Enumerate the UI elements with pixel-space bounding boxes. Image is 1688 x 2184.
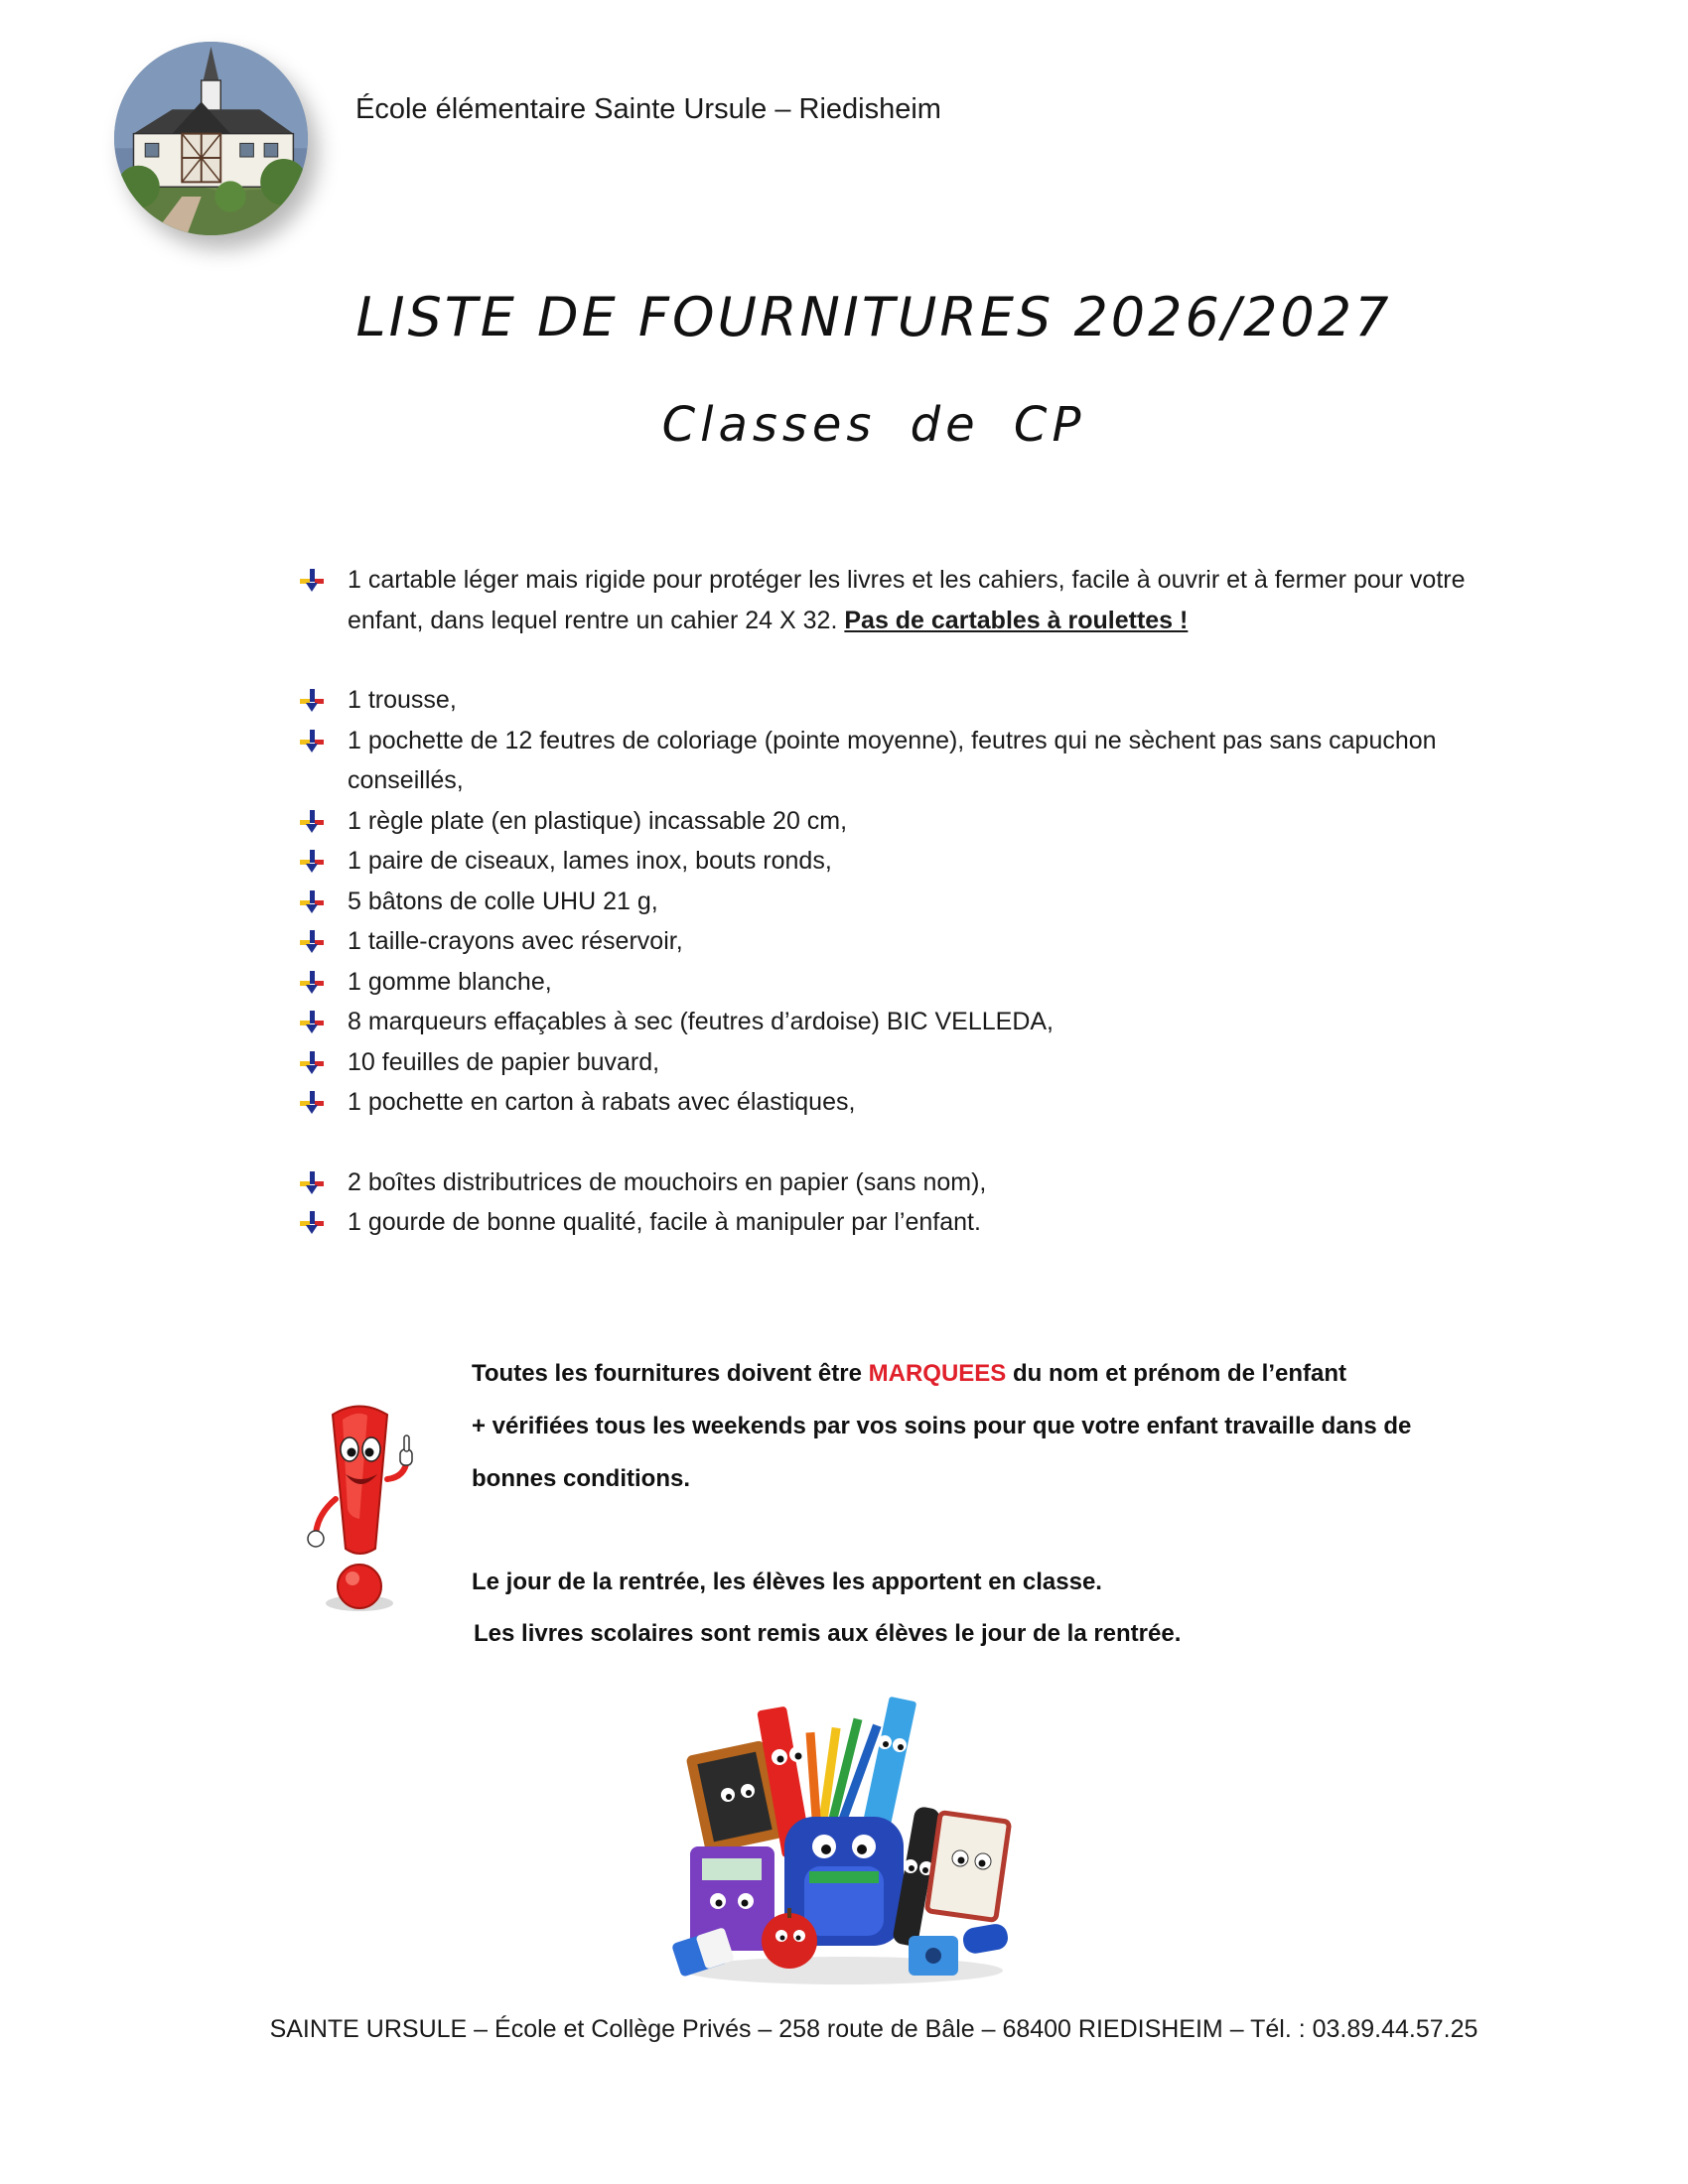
list-item <box>298 1042 1504 1083</box>
list-item-text: 1 paire de ciseaux, lames inox, bouts ronds, <box>348 847 832 875</box>
list-item <box>298 841 1504 882</box>
exclamation-mascot-icon <box>288 1400 437 1623</box>
list-item-text: 1 gourde de bonne qualité, facile à manipuler par l’enfant. <box>348 1208 981 1236</box>
list-item <box>298 560 1504 640</box>
arrow-bullet-icon <box>300 1011 324 1034</box>
list-item-text: 1 gomme blanche, <box>348 967 552 996</box>
list-item <box>298 1002 1504 1042</box>
list-item <box>298 680 1504 721</box>
list-item-text: 1 pochette de 12 feutres de coloriage (pointe moyenne), feutres qui ne sèchent pas sans capuchon conseillés, <box>348 726 1437 794</box>
notice-highlight: MARQUEES <box>868 1360 1007 1387</box>
list-item-text: 2 boîtes distributrices de mouchoirs en papier (sans nom), <box>348 1167 987 1196</box>
arrow-bullet-icon <box>300 1051 324 1075</box>
list-item <box>298 921 1504 962</box>
arrow-bullet-icon <box>300 850 324 874</box>
arrow-bullet-icon <box>300 930 324 954</box>
arrow-bullet-icon <box>300 730 324 753</box>
list-item <box>298 1082 1504 1123</box>
list-item-text: 8 marqueurs effaçables à sec (feutres d’ardoise) BIC VELLEDA, <box>348 1008 1054 1035</box>
list-item-text: 1 pochette en carton à rabats avec élastiques, <box>348 1088 856 1116</box>
supplies-list <box>298 560 1504 1243</box>
list-item-text: 1 cartable léger mais rigide pour protéger les livres et les cahiers, facile à ouvrir et à fermer pour votre enfant, dans lequel rentre un cahier 24 X 32. <box>348 566 1466 634</box>
notice-line-1 <box>472 1360 1346 1388</box>
list-item-text: 10 feuilles de papier buvard, <box>348 1047 660 1076</box>
arrow-bullet-icon <box>300 890 324 914</box>
page-footer: SAINTE URSULE – École et Collège Privés – 258 route de Bâle – 68400 RIEDISHEIM – Tél. : 03.89.44.57.25 <box>269 2015 1478 2043</box>
list-item <box>298 962 1504 1003</box>
school-name: École élémentaire Sainte Ursule – Riedisheim <box>355 93 941 125</box>
arrow-bullet-icon <box>300 1211 324 1235</box>
school-supplies-icon <box>660 1688 1028 1990</box>
notice-text: Toutes les fournitures doivent être <box>472 1360 862 1387</box>
page-subtitle: Classes de CP <box>661 397 1086 453</box>
list-item <box>298 1202 1504 1243</box>
arrow-bullet-icon <box>300 569 324 593</box>
list-item-text: 1 trousse, <box>348 686 457 714</box>
arrow-bullet-icon <box>300 810 324 834</box>
notice-line-2: + vérifiées tous les weekends par vos soins pour que votre enfant travaille dans de <box>472 1413 1412 1439</box>
arrow-bullet-icon <box>300 1091 324 1115</box>
list-item <box>298 721 1504 801</box>
arrow-bullet-icon <box>300 689 324 713</box>
notice-line-4: Le jour de la rentrée, les élèves les apportent en classe. <box>472 1569 1102 1595</box>
notice-text: du nom et prénom de l’enfant <box>1012 1360 1346 1387</box>
page-title: LISTE DE FOURNITURES 2026/2027 <box>355 286 1392 348</box>
list-item <box>298 882 1504 922</box>
list-item-emphasis: Pas de cartables à roulettes ! <box>844 606 1189 634</box>
notice-line-3: bonnes conditions. <box>472 1465 690 1492</box>
list-item-text: 5 bâtons de colle UHU 21 g, <box>348 887 658 915</box>
notice-line-5: Les livres scolaires sont remis aux élèves le jour de la rentrée. <box>474 1620 1182 1647</box>
arrow-bullet-icon <box>300 1171 324 1195</box>
list-item-text: 1 règle plate (en plastique) incassable 20 cm, <box>348 806 848 835</box>
school-logo-icon <box>114 42 308 235</box>
list-item <box>298 801 1504 842</box>
list-item <box>298 1162 1504 1203</box>
list-item-text: 1 taille-crayons avec réservoir, <box>348 927 683 955</box>
arrow-bullet-icon <box>300 971 324 995</box>
